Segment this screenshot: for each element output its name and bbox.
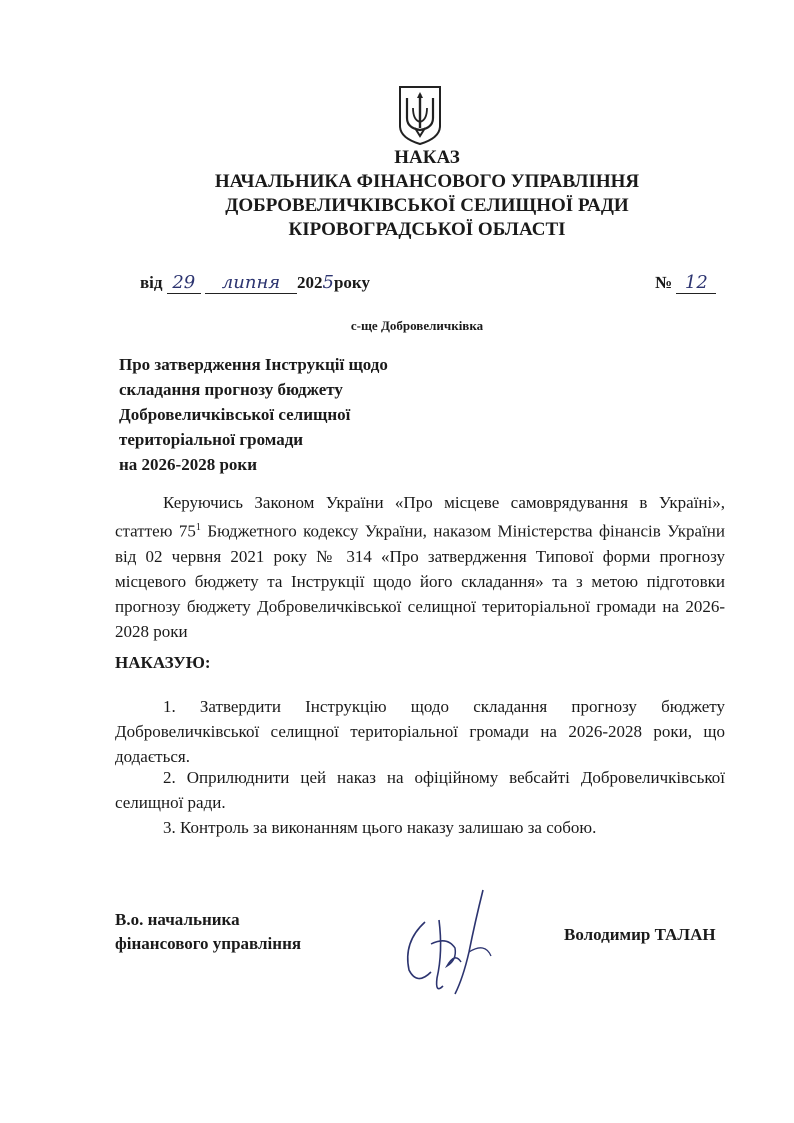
subject-line: Добровеличківської селищної xyxy=(119,405,351,424)
header-line-3: ДОБРОВЕЛИЧКІВСЬКОЇ СЕЛИЩНОЇ РАДИ xyxy=(225,195,629,216)
number-value: 12 xyxy=(684,272,708,293)
date-month: липня xyxy=(221,272,281,293)
date-line xyxy=(140,272,370,294)
position-line-1: В.о. начальника xyxy=(115,910,240,929)
trident-emblem-icon xyxy=(397,84,443,146)
date-day-blank xyxy=(167,272,201,294)
preamble-paragraph xyxy=(115,490,725,644)
number-blank xyxy=(676,272,716,294)
article-superscript: 1 xyxy=(195,522,201,533)
number-label: № xyxy=(655,273,673,292)
date-day: 29 xyxy=(172,272,196,293)
document-header xyxy=(0,146,794,242)
date-prefix: від xyxy=(140,273,163,292)
header-line-4: КІРОВОГРАДСЬКОЇ ОБЛАСТІ xyxy=(288,219,566,240)
document-type-title: НАКАЗ xyxy=(394,147,460,168)
subject-line: на 2026-2028 роки xyxy=(119,455,258,474)
order-subject xyxy=(119,352,439,477)
position-line-2: фінансового управління xyxy=(115,934,302,953)
preamble-text-end: Бюджетного кодексу України, наказом Міністерства фінансів України від 02 червня 2021 року № 314 «Про затвердження Типової форми прогнозу місцевого бюджету та Інструкції щодо його складання» та з метою підготовки прогнозу бюджету Добровеличківської селищної територіальної громади на 2026-2028 роки xyxy=(115,521,725,641)
preamble-text-start: Керуючись Законом України «Про місцеве самоврядування в Україні», статтею 75 xyxy=(115,493,725,541)
order-number xyxy=(655,272,716,294)
signatory-name: Володимир ТАЛАН xyxy=(564,925,716,944)
date-year-digit: 5 xyxy=(322,272,334,293)
place-of-issue: с-ще Добровеличківка xyxy=(350,318,484,333)
date-year-prefix: 202 xyxy=(297,273,323,292)
date-month-blank xyxy=(205,272,297,294)
order-word: НАКАЗУЮ: xyxy=(115,653,211,672)
subject-line: складання прогнозу бюджету xyxy=(119,380,343,399)
signatory-position xyxy=(115,908,301,956)
subject-line: Про затвердження Інструкції щодо xyxy=(119,355,388,374)
date-suffix: року xyxy=(333,273,370,292)
header-line-2: НАЧАЛЬНИКА ФІНАНСОВОГО УПРАВЛІННЯ xyxy=(214,171,640,192)
order-item-2: 2. Оприлюднити цей наказ на офіційному вебсайті Добровеличківської селищної ради. xyxy=(115,768,725,812)
order-item-1: 1. Затвердити Інструкцію щодо складання прогнозу бюджету Добровеличківської селищної територіальної громади на 2026-2028 роки, що додається. xyxy=(115,697,725,766)
signature-icon xyxy=(395,882,505,1002)
subject-line: територіальної громади xyxy=(119,430,304,449)
order-item-3: 3. Контроль за виконанням цього наказу залишаю за собою. xyxy=(163,818,597,837)
